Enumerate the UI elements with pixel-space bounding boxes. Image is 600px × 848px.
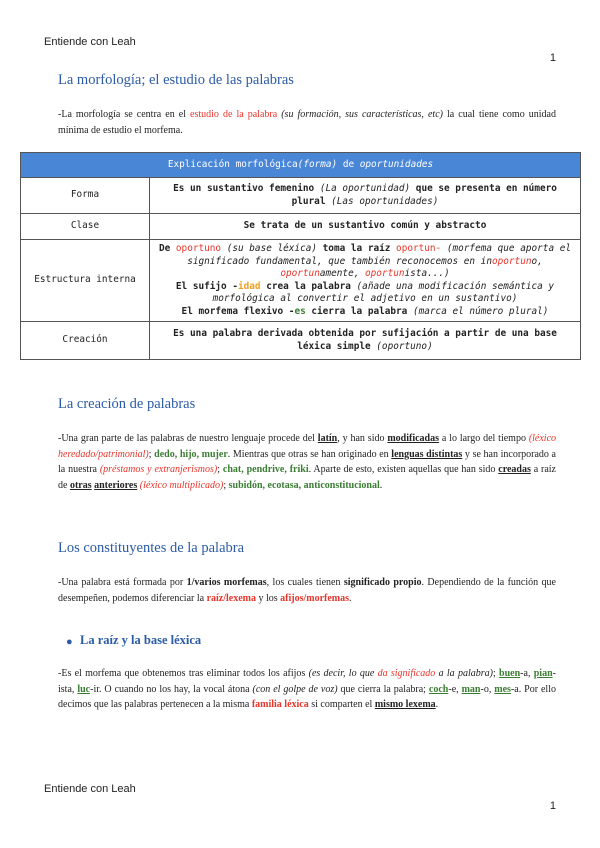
row-value-forma: Es un sustantivo femenino (La oportunidad) que se presenta en número plural (Las oportunidades) <box>150 178 581 214</box>
row-value-clase: Se trata de un sustantivo común y abstracto <box>150 214 581 240</box>
paragraph-morfologia: -La morfología se centra en el estudio de la palabra (su formación, sus características, etc) la cual tiene como unidad mínima de estudio el morfema. <box>58 109 556 136</box>
section-title-morfologia: La morfología; el estudio de las palabras <box>58 72 294 88</box>
paragraph-creacion: -Una gran parte de las palabras de nuestro lenguaje procede del latín, y han sido modificadas a lo largo del tiempo (léxico heredado/patrimonial); dedo, hijo, mujer. Mientras que otras se han originado en lenguas distintas y se han incorporado a la nuestra (préstamos y extranjerismos); chat, pendrive, friki. Aparte de esto, existen aquellas que han sido creadas a raíz de otras anteriores (léxico multiplicado); subidón, ecotasa, anticonstitucional. <box>58 433 557 491</box>
morphology-table <box>20 152 581 360</box>
row-value-estructura: De oportuno (su base léxica) toma la raíz oportun- (morfema que aporta el significado fundamental, que también reconocemos en inoportuno, oportunamente, oportunista...) El sufijo -idad crea la palabra (añade una modificación semántica y morfológica al convertir el adjetivo en un sustantivo) El morfema flexivo -es cierra la palabra (marca el número plural) <box>150 240 581 322</box>
header-title: Entiende con Leah <box>44 36 136 48</box>
row-value-creacion: Es una palabra derivada obtenida por sufijación a partir de una base léxica simple (oportuno) <box>150 322 581 360</box>
footer-page-number: 1 <box>549 800 556 812</box>
row-key-creacion: Creación <box>21 322 150 360</box>
page-number: 1 <box>549 52 556 64</box>
paragraph-constituyentes: -Una palabra está formada por 1/varios morfemas, los cuales tienen significado propio. Dependiendo de la función que desempeñen, podemos diferenciar la raíz/lexema y los afijos/morfemas. <box>58 577 556 604</box>
section-title-constituyentes: Los constituyentes de la palabra <box>58 540 245 556</box>
paragraph-raiz: -Es el morfema que obtenemos tras eliminar todos los afijos (es decir, lo que da significado a la palabra); buen-a, pian-ista, luc-ir. O cuando no los hay, la vocal átona (con el golpe de voz) que cierra la palabra; coch-e, man-o, mes-a. Por ello decimos que las palabras pertenecen a la misma familia léxica si comparten el mismo lexema. <box>58 668 556 710</box>
subsection-title-raiz: La raíz y la base léxica <box>80 633 202 647</box>
bullet-icon: ● <box>66 636 73 648</box>
row-key-clase: Clase <box>21 214 150 240</box>
section-title-creacion: La creación de palabras <box>58 396 196 412</box>
table-heading: Explicación morfológica(forma) de oportunidades <box>21 153 581 178</box>
row-key-forma: Forma <box>21 178 150 214</box>
footer-title: Entiende con Leah <box>44 783 136 795</box>
row-key-estructura: Estructura interna <box>21 240 150 322</box>
